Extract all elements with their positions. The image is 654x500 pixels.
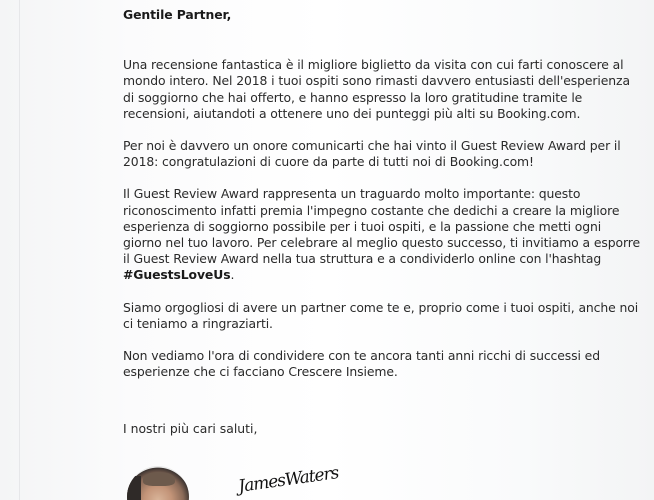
- photo-background: [127, 476, 141, 500]
- signer-photo: [127, 466, 189, 500]
- closing-salutation: I nostri più cari saluti,: [123, 421, 258, 436]
- handwritten-signature: JamesWaters: [237, 463, 340, 497]
- paragraph-future: Non vediamo l'ora di condividere con te ancora tanti anni ricchi di successi ed esperienze che ci facciano Crescere Insieme.: [123, 348, 600, 380]
- hashtag: #GuestsLoveUs: [123, 267, 231, 283]
- paper-fold-line: [19, 0, 20, 500]
- award-description-text: Il Guest Review Award rappresenta un traguardo molto importante: questo riconoscimento infatti premia l'impegno costante che dedichi a creare la migliore esperienza di soggiorno possibile per i tuoi ospiti, e la passione che metti ogni giorno nel tuo lavoro. Per celebrare al meglio questo successo, ti invitiamo a esporre il Guest Review Award nella tua struttura e a condividerlo online con l'hashtag: [123, 186, 640, 267]
- paragraph-intro: Una recensione fantastica è il migliore biglietto da visita con cui farti conoscere al mondo intero. Nel 2018 i tuoi ospiti sono rimasti davvero entusiasti dell'esperienza di soggiorno che hai offerto, e hanno espresso la loro gratitudine tramite le recensioni, aiutandoti a ottenere uno dei punteggi più alti su Booking.com.: [123, 57, 630, 121]
- photo-hair: [143, 472, 175, 486]
- greeting: Gentile Partner,: [123, 7, 232, 22]
- paragraph-award-description: [123, 186, 643, 283]
- paragraph-award-announcement: Per noi è davvero un onore comunicarti che hai vinto il Guest Review Award per il 2018: congratulazioni di cuore da parte di tutti noi di Booking.com!: [123, 138, 621, 170]
- paragraph-thanks: Siamo orgogliosi di avere un partner come te e, proprio come i tuoi ospiti, anche noi ci teniamo a ringraziarti.: [123, 299, 639, 331]
- award-description-suffix: .: [230, 267, 235, 283]
- letter-body: [123, 7, 643, 396]
